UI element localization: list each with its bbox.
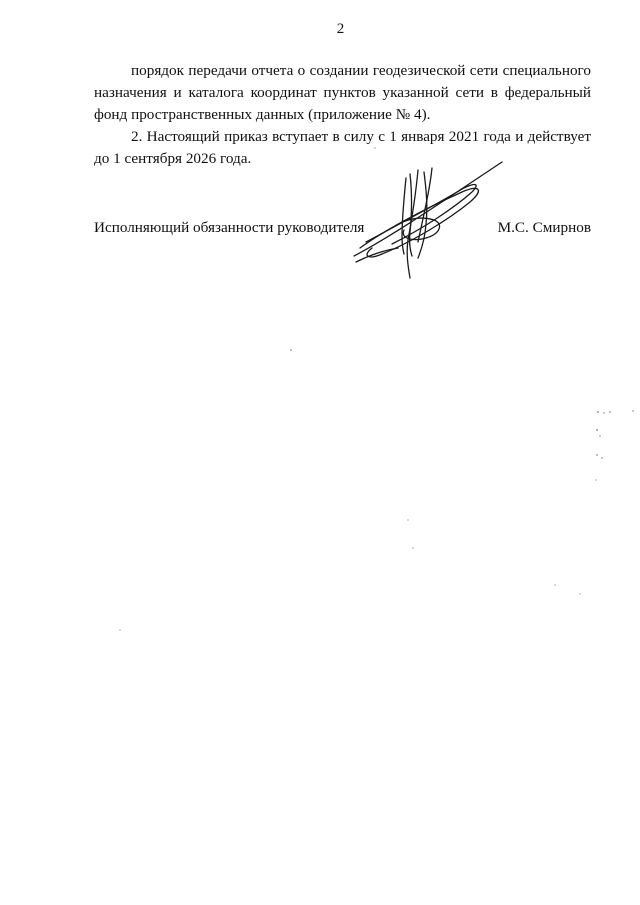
paragraph-report-procedure: порядок передачи отчета о создании геодезической сети специального назначения и каталога координат пунктов указанной сети в федеральный фонд пространственных данных (приложение № 4). — [94, 62, 591, 123]
paragraph-effective-date: 2. Настоящий приказ вступает в силу с 1 января 2021 года и действует до 1 сентября 2026 года. — [94, 128, 591, 167]
signer-name: М.С. Смирнов — [497, 219, 591, 236]
page-number: 2 — [336, 21, 345, 37]
signer-position: Исполняющий обязанности руководителя — [94, 219, 365, 236]
